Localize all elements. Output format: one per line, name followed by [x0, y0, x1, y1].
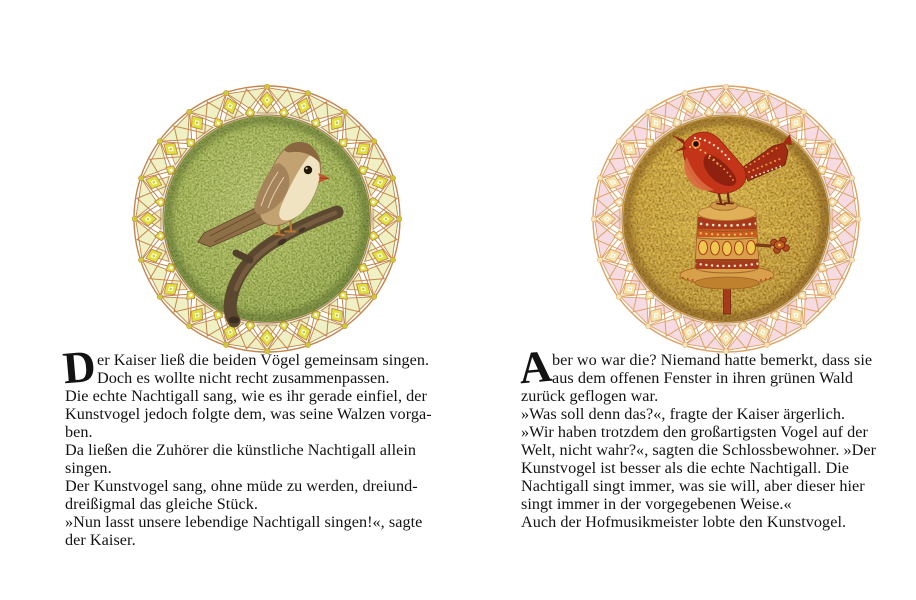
drop-cap-left: D: [60, 340, 98, 394]
text-line: »Wir haben trotzdem den großartigsten Vogel auf der: [521, 423, 868, 441]
text-line: singen.: [65, 459, 112, 477]
text-line: »Nun lasst unsere lebendige Nachtigall singen!«, sagte: [65, 513, 423, 531]
text-line: Welt, nicht wahr?«, sagten die Schlossbewohner. »Der: [521, 441, 877, 459]
text-line: dreißigmal das gleiche Stück.: [65, 495, 258, 513]
bird-eye: [304, 166, 312, 174]
text-line: Kunstvogel ist besser als die echte Nachtigall. Die: [521, 459, 850, 477]
foot-mound: [711, 201, 738, 211]
mechanical-bird-medallion: [591, 84, 861, 354]
paragraph-left: [65, 351, 432, 549]
bird-eye: [694, 142, 699, 147]
text-line: singt immer in der vorgegebenen Weise.«: [521, 495, 792, 513]
text-line: Der Kunstvogel sang, ohne müde zu werden, dreiund-: [65, 477, 418, 495]
drop-cap-right: A: [516, 340, 554, 394]
mechanical-bird-illustration: [591, 84, 861, 354]
story-text-right: [516, 340, 877, 531]
text-line: Doch es wollte nicht recht zusammenpassen.: [97, 369, 390, 387]
text-line: Auch der Hofmusikmeister lobte den Kunstvogel.: [521, 513, 847, 531]
text-line: Kunstvogel jedoch folgte dem, was seine Walzen vorga-: [65, 405, 432, 423]
story-text-left: [60, 340, 432, 549]
text-line: aus dem offenen Fenster in ihren grünen Wald: [552, 369, 854, 387]
text-line: der Kaiser.: [65, 531, 136, 549]
text-line: zurück geflogen war.: [521, 387, 659, 405]
text-line: Da ließen die Zuhörer die künstliche Nachtigall allein: [65, 441, 417, 459]
real-nightingale-medallion: [132, 84, 402, 354]
paragraph-right: [521, 351, 876, 531]
real-nightingale-illustration: [132, 84, 402, 354]
text-line: Nachtigall singt immer, was sie will, aber dieser hier: [521, 477, 865, 495]
text-line: Die echte Nachtigall sang, wie es ihr gerade einfiel, der: [65, 387, 427, 405]
text-line: ben.: [65, 423, 93, 441]
text-line: ber wo war die? Niemand hatte bemerkt, dass sie: [552, 351, 873, 369]
text-line: »Was soll denn das?«, fragte der Kaiser ärgerlich.: [521, 405, 846, 423]
text-line: er Kaiser ließ die beiden Vögel gemeinsam singen.: [97, 351, 430, 369]
pedestal-stem: [724, 286, 731, 314]
